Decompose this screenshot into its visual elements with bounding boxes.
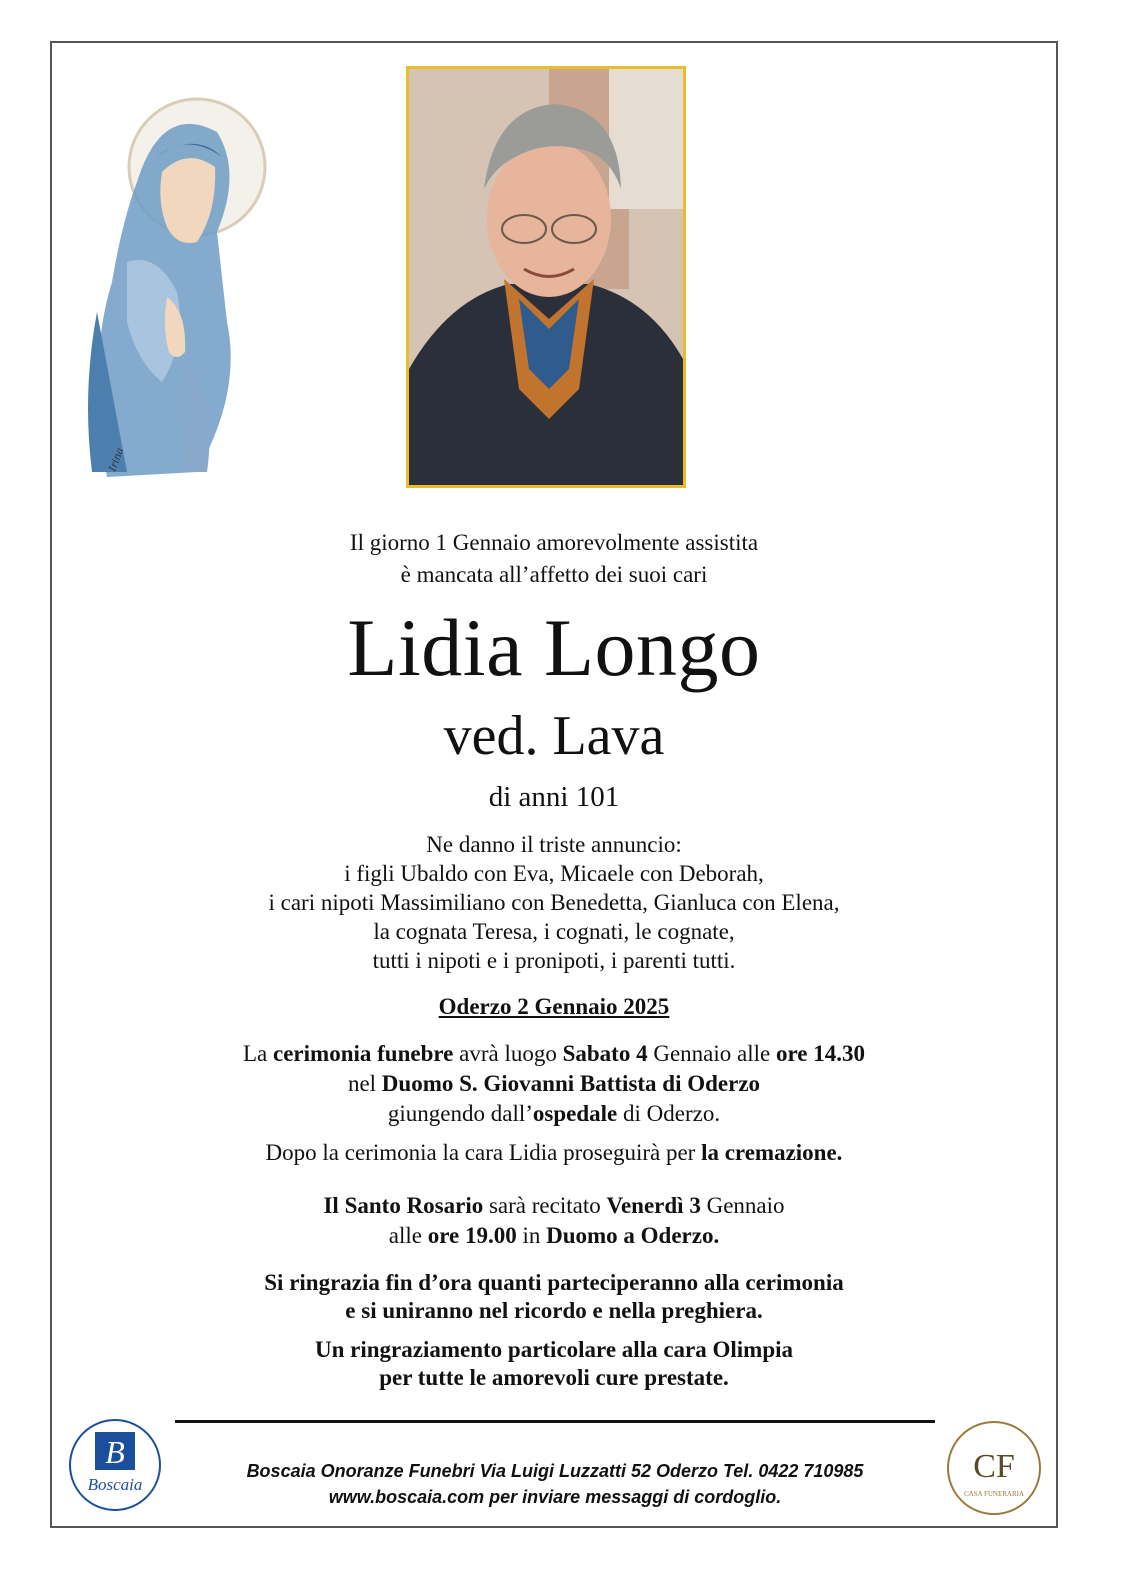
cf-logo-letters: CF xyxy=(973,1448,1015,1485)
footer-contact: Boscaia Onoranze Funebri Via Luigi Luzzatti 52 Oderzo Tel. 0422 710985 xyxy=(246,1461,864,1481)
artist-signature: Irina xyxy=(107,446,127,474)
announce-line: i cari nipoti Massimiliano con Benedetta, Gianluca con Elena, xyxy=(268,890,840,915)
cf-logo-text: CASA FUNERARIA xyxy=(963,1490,1025,1498)
portrait-photo xyxy=(406,66,686,488)
rosary-line: Il Santo Rosario sarà recitato Venerdì 3 Gennaio xyxy=(323,1193,785,1218)
ceremony-line: La cerimonia funebre avrà luogo Sabato 4 Gennaio alle ore 14.30 xyxy=(243,1041,865,1066)
widow-of: ved. Lava xyxy=(443,705,665,767)
thanks-general: Si ringrazia fin d’ora quanti parteciperanno alla cerimonia e si uniranno nel ricordo e nella preghiera. xyxy=(264,1270,844,1323)
place-date: Oderzo 2 Gennaio 2025 xyxy=(438,994,670,1019)
boscaia-logo xyxy=(68,1418,162,1512)
boscaia-logo-letter: B xyxy=(105,1434,125,1470)
footer-website: www.boscaia.com per inviare messaggi di cordoglio. xyxy=(328,1487,782,1507)
announce-line: la cognata Teresa, i cognati, le cognate, xyxy=(373,919,735,944)
intro-line: è mancata all’affetto dei suoi cari xyxy=(400,562,708,587)
intro-line: Il giorno 1 Gennaio amorevolmente assistita xyxy=(349,530,759,555)
deceased-name: Lidia Longo xyxy=(347,602,761,693)
announcement xyxy=(50,830,1058,975)
casa-funeraria-logo xyxy=(946,1420,1042,1516)
ceremony-info xyxy=(50,1039,1058,1129)
announce-line: tutti i nipoti e i pronipoti, i parenti tutti. xyxy=(372,948,736,973)
boscaia-logo-text: Boscaia xyxy=(87,1475,143,1494)
age: di anni 101 xyxy=(488,781,620,813)
thanks-special: Un ringraziamento particolare alla cara Olimpia per tutte le amorevoli cure prestate. xyxy=(314,1337,794,1390)
rosary-line: alle ore 19.00 in Duomo a Oderzo. xyxy=(388,1223,720,1248)
madonna-illustration xyxy=(67,62,277,492)
rosary-info xyxy=(50,1191,1058,1251)
ceremony-line: giungendo dall’ospedale di Oderzo. xyxy=(387,1101,721,1126)
cremation-info: Dopo la cerimonia la cara Lidia proseguirà per la cremazione. xyxy=(265,1140,843,1165)
announce-line: i figli Ubaldo con Eva, Micaele con Deborah, xyxy=(344,861,764,886)
intro-text xyxy=(50,527,1058,591)
ceremony-line: nel Duomo S. Giovanni Battista di Oderzo xyxy=(347,1071,761,1096)
announce-line: Ne danno il triste annuncio: xyxy=(426,832,682,857)
footer-divider xyxy=(175,1420,935,1423)
